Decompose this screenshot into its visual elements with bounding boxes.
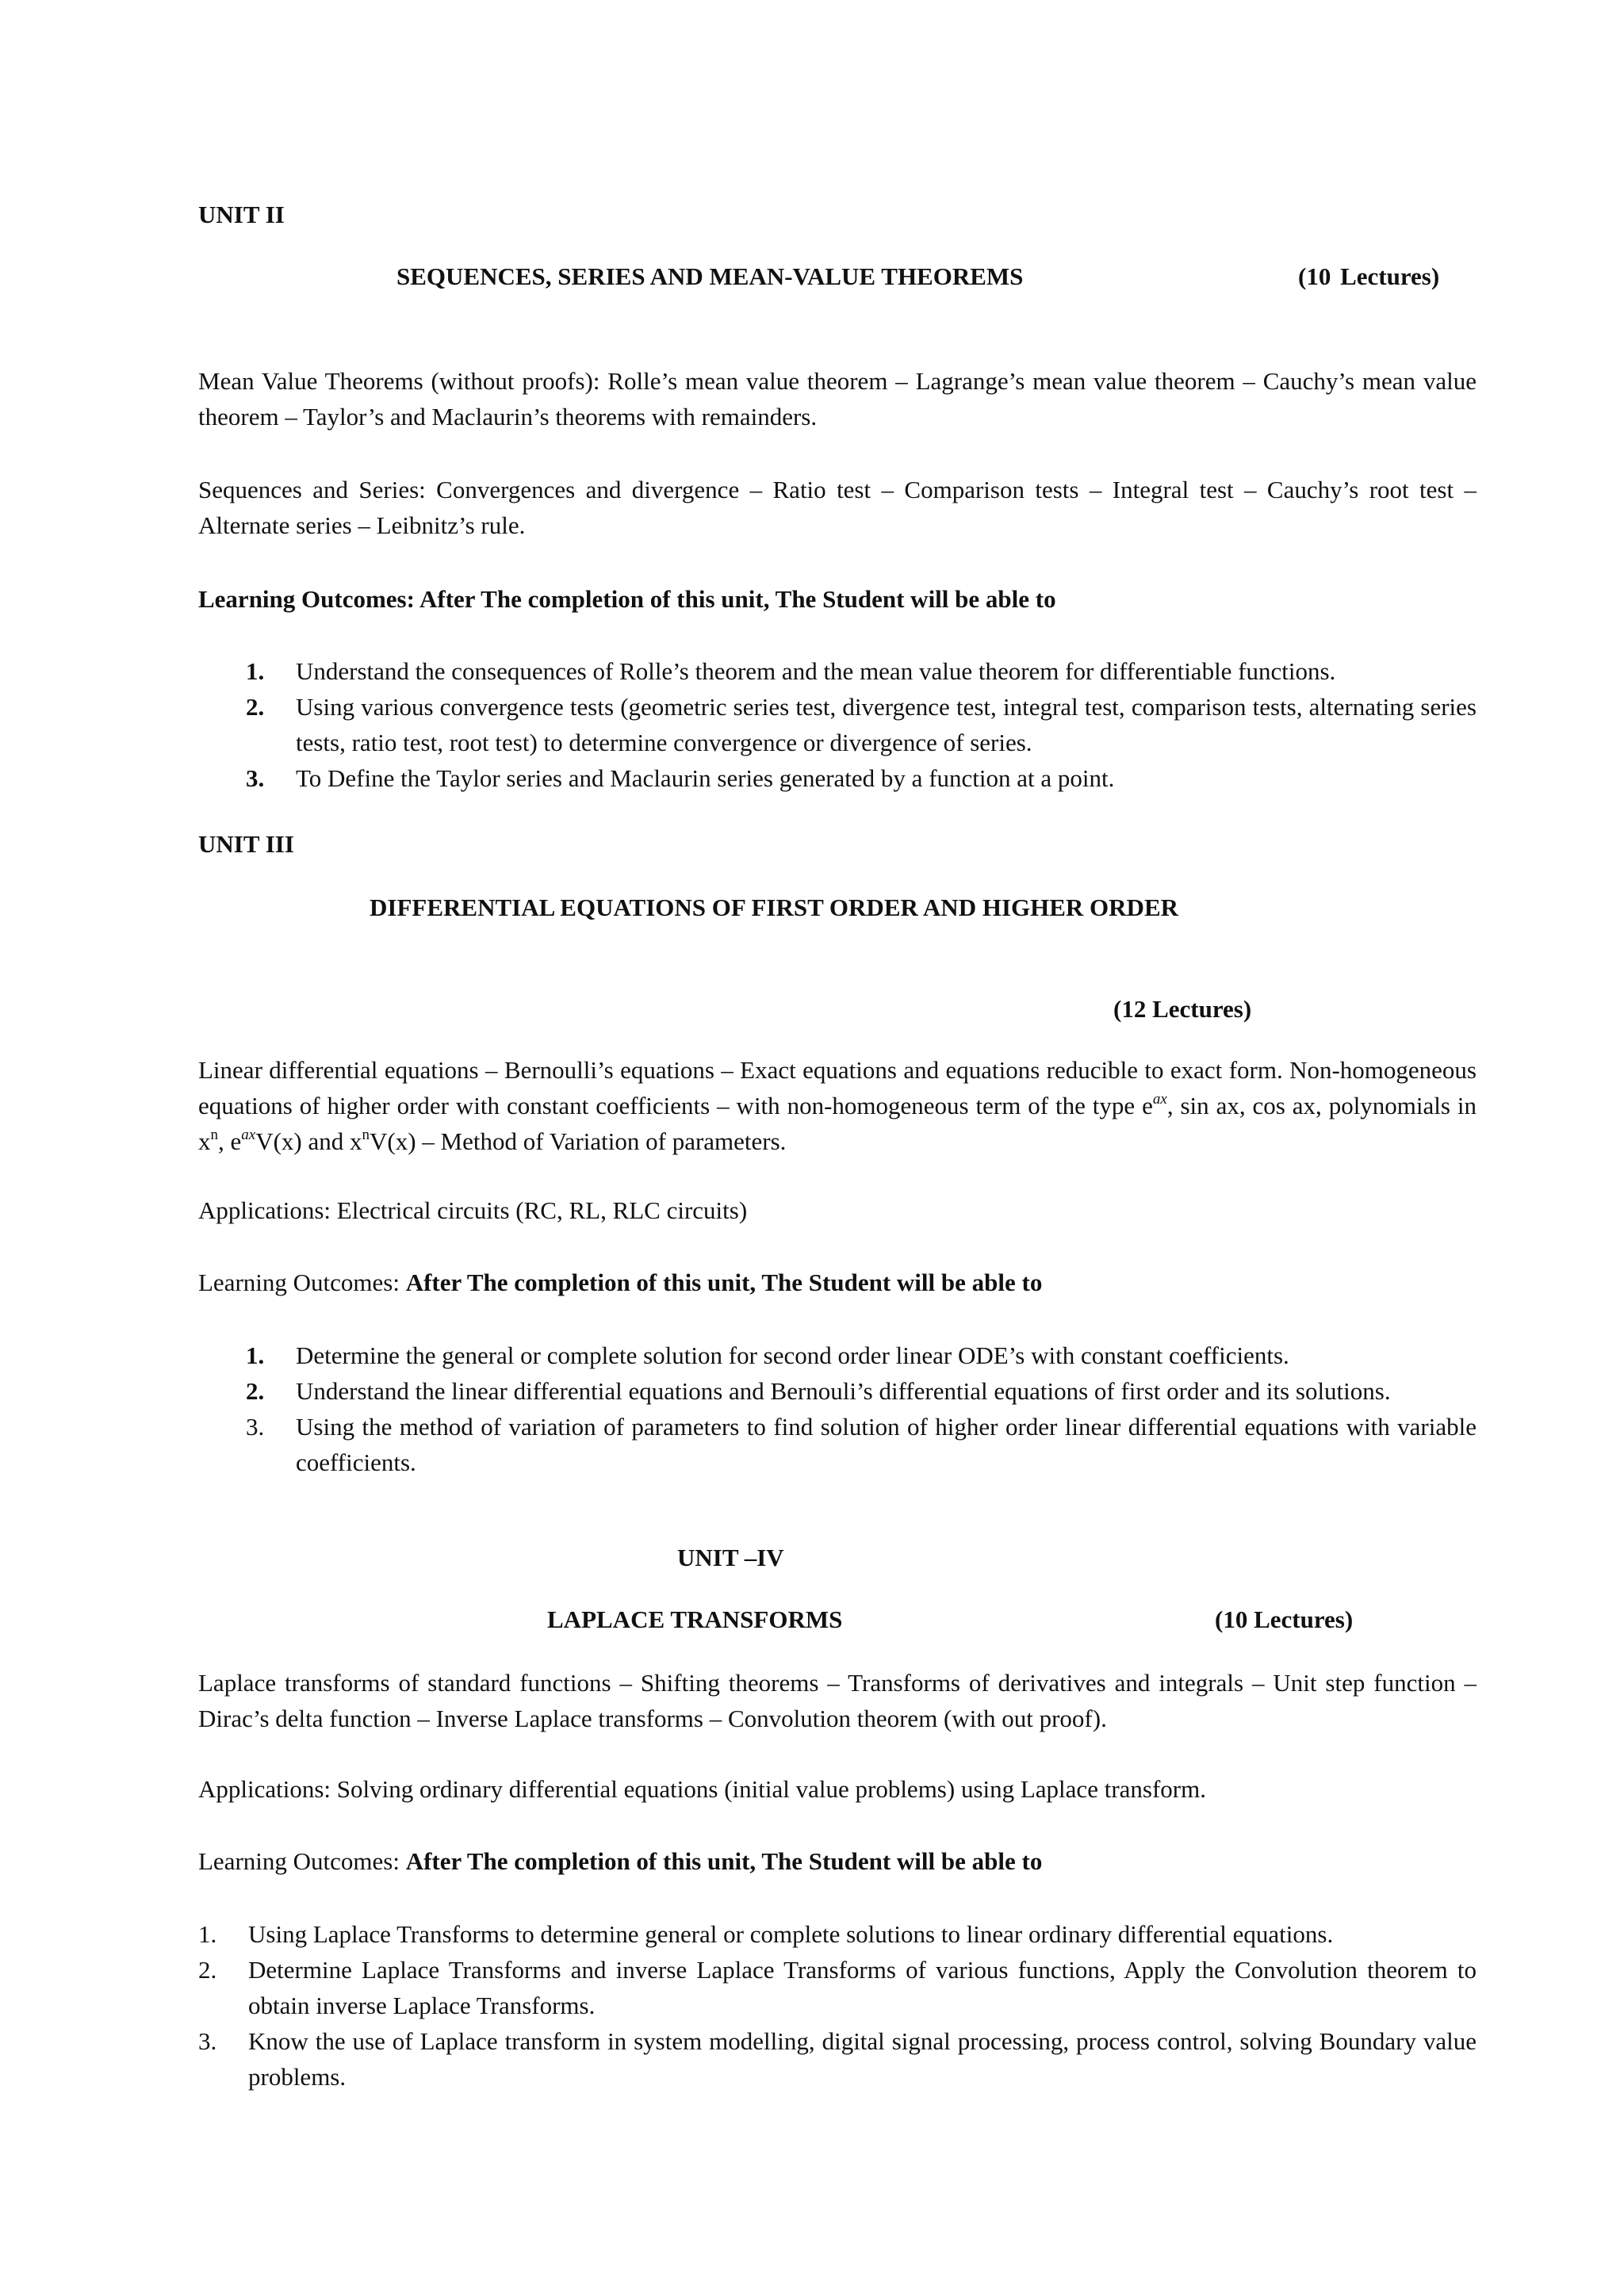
unit-4-outcomes-list [198,1916,1477,2095]
unit-4-outcomes-heading: After The completion of this unit, The Student will be able to [405,1847,1043,1875]
unit-3-outcomes-heading-line [198,1265,1477,1300]
list-item-text: Understand the consequences of Rolle’s theorem and the mean value theorem for differentiable functions. [296,657,1336,685]
list-number: 2. [246,1377,265,1405]
list-item-text: Using various convergence tests (geometric series test, divergence test, integral test, comparison tests, alternating series tests, ratio test, root test) to determine convergence or divergence of series. [296,693,1477,756]
unit-2-title: SEQUENCES, SERIES AND MEAN-VALUE THEOREMS [396,262,1024,290]
unit-4-title: LAPLACE TRANSFORMS [547,1605,843,1633]
list-item-text: Know the use of Laplace transform in system modelling, digital signal processing, process control, solving Boundary value problems. [248,2027,1477,2091]
list-number: 3. [198,2027,217,2055]
unit-3-title: DIFFERENTIAL EQUATIONS OF FIRST ORDER AND HIGHER ORDER [370,894,1179,921]
list-number: 3. [246,1413,265,1441]
unit-2-sequences-paragraph: Sequences and Series: Convergences and divergence – Ratio test – Comparison tests – Integral test – Cauchy’s root test – Alternate series – Leibnitz’s rule. [198,476,1477,539]
list-number: 3. [246,764,265,792]
list-number: 2. [198,1956,217,1984]
unit-2-outcomes-list [246,653,1477,796]
unit-3-applications: Applications: Electrical circuits (RC, RL, RLC circuits) [198,1196,748,1224]
list-number: 2. [246,693,265,721]
unit-2-label: UNIT II [198,201,285,228]
list-number: 1. [246,1341,265,1369]
unit-2-lectures: (10 Lectures) [1298,262,1440,290]
unit-4-laplace-paragraph: Laplace transforms of standard functions – Shifting theorems – Transforms of derivatives and integrals – Unit step function – Dirac’s delta function – Inverse Laplace transforms – Convolution theorem (with out proof). [198,1669,1477,1732]
list-item [198,1952,1477,2023]
unit-4-outcomes-heading-line [198,1843,1477,1879]
unit-3-linear-de-paragraph: Linear differential equations – Bernoulli’s equations – Exact equations and equations reducible to exact form. Non-homogeneous equations of higher order with constant coefficients – with non-homogeneous term of the type $e^{ax}$, sin ax, cos ax, polynomials in $x^n$, $e^{ax}V(x)$ and $x^nV(x)$ – Method of Variation of parameters. [198,1056,1477,1155]
unit-4-outcomes-prefix: Learning Outcomes: [198,1847,406,1875]
unit-4-label: UNIT –IV [677,1544,784,1571]
list-item [246,1373,1477,1409]
list-item-text: To Define the Taylor series and Maclaurin series generated by a function at a point. [296,764,1115,792]
list-number: 1. [246,657,265,685]
list-item [246,760,1477,796]
list-item-text: Determine the general or complete solution for second order linear ODE’s with constant coefficients. [296,1341,1289,1369]
unit-2-mean-value-paragraph: Mean Value Theorems (without proofs): Rolle’s mean value theorem – Lagrange’s mean value theorem – Cauchy’s mean value theorem – Taylor’s and Maclaurin’s theorems with remainders. [198,367,1477,430]
list-number: 1. [198,1920,217,1948]
list-item [246,1337,1477,1373]
unit-3-outcomes-heading: After The completion of this unit, The Student will be able to [405,1269,1043,1296]
unit-4-lectures: (10 Lectures) [1215,1605,1354,1633]
unit-3-lectures: (12 Lectures) [1113,995,1252,1023]
unit-2-outcomes-heading: Learning Outcomes: After The completion of this unit, The Student will be able to [198,585,1056,613]
list-item [246,1409,1477,1480]
list-item-text: Understand the linear differential equations and Bernouli’s differential equations of first order and its solutions. [296,1377,1391,1405]
unit-3-outcomes-prefix: Learning Outcomes: [198,1269,406,1296]
list-item-text: Determine Laplace Transforms and inverse Laplace Transforms of various functions, Apply the Convolution theorem to obtain inverse Laplace Transforms. [248,1956,1477,2019]
list-item-text: Using the method of variation of parameters to find solution of higher order linear differential equations with variable coefficients. [296,1413,1477,1476]
list-item [246,653,1477,689]
list-item [198,1916,1477,1952]
list-item [198,2023,1477,2095]
list-item-text: Using Laplace Transforms to determine general or complete solutions to linear ordinary differential equations. [248,1920,1334,1948]
unit-4-applications: Applications: Solving ordinary differential equations (initial value problems) using Laplace transform. [198,1775,1206,1803]
unit-3-outcomes-list [246,1337,1477,1480]
list-item [246,689,1477,760]
unit-3-label: UNIT III [198,830,294,858]
